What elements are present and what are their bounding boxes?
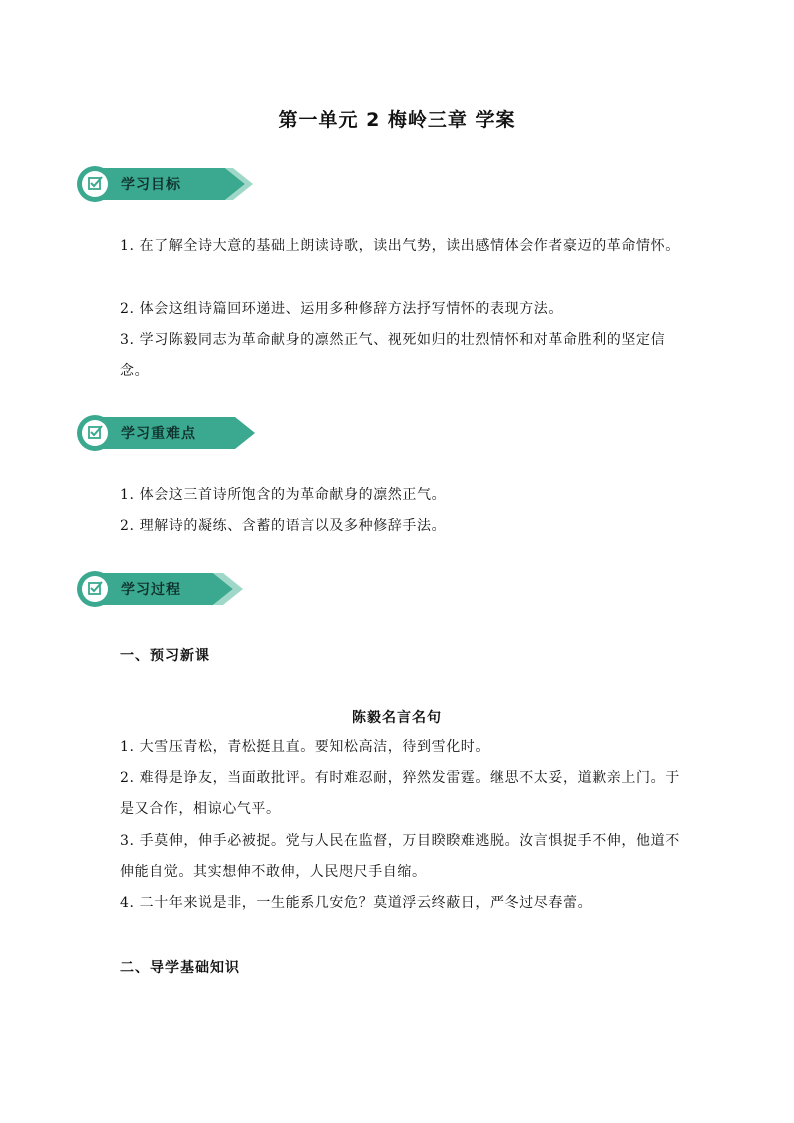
quote-item: 3. 手莫伸，伸手必被捉。党与人民在监督，万目睽睽难逃脱。汝言惧捉手不伸，他道不伸能自觉。其实想伸不敢伸，人民咫尺手自缩。: [120, 833, 680, 880]
part2-heading: 二、导学基础知识: [120, 960, 240, 976]
goal-item: 1. 在了解全诗大意的基础上朗读诗歌，读出气势，读出感情体会作者豪迈的革命情怀。: [120, 238, 680, 254]
checkbox-icon: [75, 164, 115, 204]
quote-item: 1. 大雪压青松，青松挺且直。要知松高洁，待到雪化时。: [120, 739, 491, 755]
section-banner-process: [75, 569, 255, 609]
page-title: 第一单元 2 梅岭三章 学案: [278, 109, 516, 131]
key-point-item: 1. 体会这三首诗所饱含的为革命献身的凛然正气。: [120, 487, 447, 503]
goal-item: 3. 学习陈毅同志为革命献身的凛然正气、视死如归的壮烈情怀和对革命胜利的坚定信念。: [120, 332, 666, 379]
quote-item: 2. 难得是诤友，当面敢批评。有时难忍耐，猝然发雷霆。继思不太妥，道歉亲上门。于是又合作，相谅心气平。: [120, 770, 680, 817]
section-label: 学习过程: [121, 582, 181, 598]
section-label: 学习目标: [121, 177, 181, 193]
checkbox-icon: [75, 569, 115, 609]
key-point-item: 2. 理解诗的凝练、含蓄的语言以及多种修辞手法。: [120, 518, 447, 534]
section-banner-key-points: [75, 413, 255, 453]
section-label: 学习重难点: [121, 426, 196, 442]
goal-item: 2. 体会这组诗篇回环递进、运用多种修辞方法抒写情怀的表现方法。: [120, 301, 564, 317]
section-banner-goals: [75, 164, 255, 204]
part1-heading: 一、预习新课: [120, 648, 210, 664]
quotes-title: 陈毅名言名句: [352, 710, 442, 726]
quote-item: 4. 二十年来说是非，一生能系几安危？莫道浮云终蔽日，严冬过尽春蕾。: [120, 895, 593, 911]
checkbox-icon: [75, 413, 115, 453]
